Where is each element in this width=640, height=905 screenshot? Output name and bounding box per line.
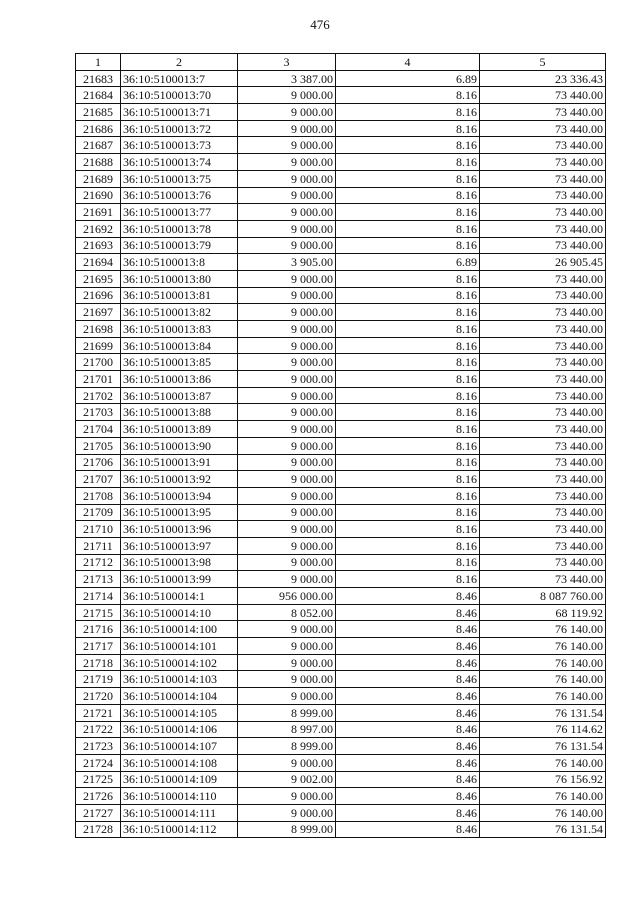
rate-cell: 8.16 [336,521,480,538]
rate-cell: 8.16 [336,571,480,588]
row-number-cell: 21722 [76,721,121,738]
table-row [76,87,606,104]
value-cell: 73 440.00 [480,204,606,221]
cadastral-number-cell: 36:10:5100013:91 [121,454,238,471]
value-cell: 68 119.92 [480,604,606,621]
row-number-cell: 21686 [76,120,121,137]
rate-cell: 8.16 [336,321,480,338]
cadastral-number-cell: 36:10:5100014:111 [121,804,238,821]
rate-cell: 8.16 [336,354,480,371]
value-cell: 76 131.54 [480,738,606,755]
row-number-cell: 21727 [76,804,121,821]
row-number-cell: 21708 [76,487,121,504]
value-cell: 23 336.43 [480,70,606,87]
area-cell: 9 000.00 [238,304,336,321]
area-cell: 9 000.00 [238,237,336,254]
value-cell: 73 440.00 [480,471,606,488]
area-cell: 8 999.00 [238,738,336,755]
column-header-3: 3 [238,54,336,71]
rate-cell: 8.16 [336,104,480,121]
area-cell: 9 000.00 [238,220,336,237]
area-cell: 9 000.00 [238,454,336,471]
row-number-cell: 21694 [76,254,121,271]
row-number-cell: 21720 [76,688,121,705]
rate-cell: 8.16 [336,187,480,204]
row-number-cell: 21693 [76,237,121,254]
column-header-2: 2 [121,54,238,71]
cadastral-number-cell: 36:10:5100013:96 [121,521,238,538]
cadastral-number-cell: 36:10:5100014:1 [121,588,238,605]
cadastral-number-cell: 36:10:5100013:95 [121,504,238,521]
value-cell: 73 440.00 [480,371,606,388]
value-cell: 73 440.00 [480,237,606,254]
cadastral-number-cell: 36:10:5100014:10 [121,604,238,621]
table-row [76,187,606,204]
area-cell: 9 000.00 [238,754,336,771]
value-cell: 73 440.00 [480,270,606,287]
cadastral-number-cell: 36:10:5100014:109 [121,771,238,788]
table-row [76,688,606,705]
rate-cell: 8.46 [336,771,480,788]
table-row [76,387,606,404]
table-row [76,537,606,554]
row-number-cell: 21707 [76,471,121,488]
rate-cell: 8.16 [336,87,480,104]
rate-cell: 6.89 [336,70,480,87]
area-cell: 8 052.00 [238,604,336,621]
row-number-cell: 21719 [76,671,121,688]
table-row [76,371,606,388]
value-cell: 76 114.62 [480,721,606,738]
rate-cell: 8.16 [336,371,480,388]
column-header-4: 4 [336,54,480,71]
row-number-cell: 21717 [76,638,121,655]
area-cell: 9 000.00 [238,638,336,655]
rate-cell: 8.46 [336,638,480,655]
value-cell: 73 440.00 [480,137,606,154]
value-cell: 73 440.00 [480,421,606,438]
value-cell: 76 131.54 [480,704,606,721]
cadastral-number-cell: 36:10:5100013:87 [121,387,238,404]
area-cell: 9 000.00 [238,571,336,588]
cadastral-number-cell: 36:10:5100013:70 [121,87,238,104]
table-row [76,237,606,254]
area-cell: 9 000.00 [238,788,336,805]
value-cell: 76 140.00 [480,638,606,655]
value-cell: 73 440.00 [480,120,606,137]
value-cell: 73 440.00 [480,170,606,187]
rate-cell: 8.46 [336,604,480,621]
area-cell: 3 905.00 [238,254,336,271]
table-row [76,754,606,771]
table-row [76,304,606,321]
table-row [76,437,606,454]
row-number-cell: 21696 [76,287,121,304]
value-cell: 73 440.00 [480,387,606,404]
row-number-cell: 21709 [76,504,121,521]
cadastral-number-cell: 36:10:5100013:78 [121,220,238,237]
value-cell: 76 140.00 [480,804,606,821]
column-header-5: 5 [480,54,606,71]
table-row [76,671,606,688]
cadastral-number-cell: 36:10:5100013:90 [121,437,238,454]
rate-cell: 6.89 [336,254,480,271]
table-row [76,204,606,221]
table-row [76,621,606,638]
value-cell: 73 440.00 [480,571,606,588]
row-number-cell: 21711 [76,537,121,554]
rate-cell: 8.46 [336,788,480,805]
table-row [76,421,606,438]
rate-cell: 8.46 [336,738,480,755]
row-number-cell: 21690 [76,187,121,204]
value-cell: 76 131.54 [480,821,606,838]
area-cell: 9 002.00 [238,771,336,788]
value-cell: 73 440.00 [480,404,606,421]
rate-cell: 8.16 [336,537,480,554]
area-cell: 9 000.00 [238,204,336,221]
value-cell: 73 440.00 [480,154,606,171]
table-row [76,704,606,721]
cadastral-number-cell: 36:10:5100013:86 [121,371,238,388]
rate-cell: 8.46 [336,704,480,721]
table-row [76,270,606,287]
table-row [76,471,606,488]
cadastral-number-cell: 36:10:5100014:112 [121,821,238,838]
area-cell: 9 000.00 [238,154,336,171]
cadastral-number-cell: 36:10:5100013:72 [121,120,238,137]
row-number-cell: 21699 [76,337,121,354]
area-cell: 9 000.00 [238,654,336,671]
area-cell: 9 000.00 [238,437,336,454]
table-row [76,337,606,354]
row-number-cell: 21704 [76,421,121,438]
row-number-cell: 21697 [76,304,121,321]
value-cell: 76 140.00 [480,788,606,805]
area-cell: 9 000.00 [238,621,336,638]
cadastral-number-cell: 36:10:5100013:88 [121,404,238,421]
row-number-cell: 21706 [76,454,121,471]
value-cell: 73 440.00 [480,454,606,471]
row-number-cell: 21728 [76,821,121,838]
value-cell: 73 440.00 [480,487,606,504]
row-number-cell: 21718 [76,654,121,671]
rate-cell: 8.46 [336,821,480,838]
cadastral-number-cell: 36:10:5100013:85 [121,354,238,371]
table-row [76,804,606,821]
rate-cell: 8.16 [336,454,480,471]
row-number-cell: 21714 [76,588,121,605]
value-cell: 26 905.45 [480,254,606,271]
area-cell: 956 000.00 [238,588,336,605]
table-row [76,287,606,304]
table-row [76,220,606,237]
value-cell: 73 440.00 [480,87,606,104]
table-row [76,170,606,187]
value-cell: 76 140.00 [480,688,606,705]
cadastral-number-cell: 36:10:5100013:82 [121,304,238,321]
area-cell: 3 387.00 [238,70,336,87]
value-cell: 73 440.00 [480,187,606,204]
cadastral-number-cell: 36:10:5100013:73 [121,137,238,154]
table-row [76,254,606,271]
value-cell: 73 440.00 [480,504,606,521]
rate-cell: 8.16 [336,220,480,237]
row-number-cell: 21687 [76,137,121,154]
area-cell: 9 000.00 [238,337,336,354]
area-cell: 9 000.00 [238,421,336,438]
rate-cell: 8.46 [336,804,480,821]
row-number-cell: 21698 [76,321,121,338]
area-cell: 9 000.00 [238,387,336,404]
row-number-cell: 21692 [76,220,121,237]
row-number-cell: 21700 [76,354,121,371]
value-cell: 76 140.00 [480,671,606,688]
row-number-cell: 21715 [76,604,121,621]
row-number-cell: 21713 [76,571,121,588]
cadastral-number-cell: 36:10:5100013:74 [121,154,238,171]
cadastral-number-cell: 36:10:5100014:104 [121,688,238,705]
cadastral-number-cell: 36:10:5100013:71 [121,104,238,121]
rate-cell: 8.16 [336,120,480,137]
rate-cell: 8.46 [336,754,480,771]
rate-cell: 8.16 [336,287,480,304]
area-cell: 9 000.00 [238,371,336,388]
cadastral-number-cell: 36:10:5100014:108 [121,754,238,771]
row-number-cell: 21723 [76,738,121,755]
row-number-cell: 21716 [76,621,121,638]
cadastral-number-cell: 36:10:5100013:94 [121,487,238,504]
cadastral-number-cell: 36:10:5100013:89 [121,421,238,438]
row-number-cell: 21724 [76,754,121,771]
rate-cell: 8.16 [336,137,480,154]
area-cell: 9 000.00 [238,354,336,371]
row-number-cell: 21695 [76,270,121,287]
value-cell: 76 156.92 [480,771,606,788]
table-row [76,638,606,655]
rate-cell: 8.46 [336,654,480,671]
area-cell: 9 000.00 [238,471,336,488]
table-row [76,588,606,605]
rate-cell: 8.46 [336,621,480,638]
table-row [76,721,606,738]
cadastral-number-cell: 36:10:5100013:7 [121,70,238,87]
cadastral-number-cell: 36:10:5100014:103 [121,671,238,688]
table-row [76,354,606,371]
table-row [76,154,606,171]
cadastral-number-cell: 36:10:5100013:84 [121,337,238,354]
rate-cell: 8.16 [336,471,480,488]
value-cell: 73 440.00 [480,337,606,354]
value-cell: 73 440.00 [480,220,606,237]
row-number-cell: 21691 [76,204,121,221]
cadastral-number-cell: 36:10:5100013:80 [121,270,238,287]
data-table [75,53,606,838]
rate-cell: 8.16 [336,504,480,521]
rate-cell: 8.16 [336,554,480,571]
rate-cell: 8.16 [336,270,480,287]
area-cell: 9 000.00 [238,120,336,137]
row-number-cell: 21688 [76,154,121,171]
value-cell: 8 087 760.00 [480,588,606,605]
area-cell: 8 999.00 [238,821,336,838]
rate-cell: 8.16 [336,304,480,321]
cadastral-number-cell: 36:10:5100014:110 [121,788,238,805]
table-row [76,120,606,137]
rate-cell: 8.46 [336,721,480,738]
table-row [76,504,606,521]
cadastral-number-cell: 36:10:5100013:76 [121,187,238,204]
row-number-cell: 21684 [76,87,121,104]
cadastral-number-cell: 36:10:5100014:101 [121,638,238,655]
row-number-cell: 21705 [76,437,121,454]
cadastral-number-cell: 36:10:5100013:75 [121,170,238,187]
table-body [76,70,606,838]
rate-cell: 8.16 [336,154,480,171]
table-row [76,821,606,838]
table-row [76,70,606,87]
cadastral-number-cell: 36:10:5100013:77 [121,204,238,221]
table-row [76,487,606,504]
rate-cell: 8.46 [336,688,480,705]
table-row [76,654,606,671]
area-cell: 9 000.00 [238,137,336,154]
row-number-cell: 21703 [76,404,121,421]
row-number-cell: 21683 [76,70,121,87]
rate-cell: 8.16 [336,387,480,404]
column-header-1: 1 [76,54,121,71]
row-number-cell: 21726 [76,788,121,805]
cadastral-number-cell: 36:10:5100013:99 [121,571,238,588]
row-number-cell: 21712 [76,554,121,571]
rate-cell: 8.16 [336,437,480,454]
area-cell: 9 000.00 [238,404,336,421]
table-row [76,788,606,805]
table-row [76,321,606,338]
table-row [76,454,606,471]
header-row [76,54,606,71]
area-cell: 9 000.00 [238,104,336,121]
table-row [76,137,606,154]
area-cell: 9 000.00 [238,521,336,538]
area-cell: 8 999.00 [238,704,336,721]
table-row [76,104,606,121]
cadastral-number-cell: 36:10:5100014:105 [121,704,238,721]
table-row [76,571,606,588]
rate-cell: 8.46 [336,671,480,688]
cadastral-number-cell: 36:10:5100013:8 [121,254,238,271]
cadastral-number-cell: 36:10:5100014:106 [121,721,238,738]
cadastral-number-cell: 36:10:5100013:92 [121,471,238,488]
value-cell: 73 440.00 [480,104,606,121]
table-row [76,738,606,755]
area-cell: 9 000.00 [238,187,336,204]
value-cell: 73 440.00 [480,537,606,554]
area-cell: 9 000.00 [238,671,336,688]
row-number-cell: 21710 [76,521,121,538]
area-cell: 9 000.00 [238,87,336,104]
row-number-cell: 21701 [76,371,121,388]
rate-cell: 8.16 [336,421,480,438]
area-cell: 9 000.00 [238,321,336,338]
cadastral-number-cell: 36:10:5100014:100 [121,621,238,638]
area-cell: 9 000.00 [238,487,336,504]
rate-cell: 8.46 [336,588,480,605]
value-cell: 76 140.00 [480,621,606,638]
area-cell: 9 000.00 [238,537,336,554]
rate-cell: 8.16 [336,337,480,354]
value-cell: 73 440.00 [480,304,606,321]
value-cell: 73 440.00 [480,521,606,538]
value-cell: 76 140.00 [480,754,606,771]
row-number-cell: 21721 [76,704,121,721]
area-cell: 9 000.00 [238,287,336,304]
cadastral-number-cell: 36:10:5100013:97 [121,537,238,554]
table-row [76,404,606,421]
rate-cell: 8.16 [336,404,480,421]
value-cell: 73 440.00 [480,321,606,338]
row-number-cell: 21702 [76,387,121,404]
row-number-cell: 21725 [76,771,121,788]
rate-cell: 8.16 [336,170,480,187]
value-cell: 73 440.00 [480,554,606,571]
cadastral-number-cell: 36:10:5100014:102 [121,654,238,671]
rate-cell: 8.16 [336,204,480,221]
area-cell: 9 000.00 [238,688,336,705]
rate-cell: 8.16 [336,237,480,254]
value-cell: 73 440.00 [480,287,606,304]
area-cell: 9 000.00 [238,504,336,521]
cadastral-number-cell: 36:10:5100014:107 [121,738,238,755]
row-number-cell: 21685 [76,104,121,121]
table-row [76,604,606,621]
table-row [76,521,606,538]
table-row [76,771,606,788]
cadastral-number-cell: 36:10:5100013:81 [121,287,238,304]
area-cell: 8 997.00 [238,721,336,738]
table-row [76,554,606,571]
area-cell: 9 000.00 [238,554,336,571]
row-number-cell: 21689 [76,170,121,187]
cadastral-number-cell: 36:10:5100013:83 [121,321,238,338]
cadastral-number-cell: 36:10:5100013:98 [121,554,238,571]
page-number: 476 [310,17,330,32]
rate-cell: 8.16 [336,487,480,504]
value-cell: 76 140.00 [480,654,606,671]
value-cell: 73 440.00 [480,437,606,454]
area-cell: 9 000.00 [238,170,336,187]
area-cell: 9 000.00 [238,804,336,821]
value-cell: 73 440.00 [480,354,606,371]
cadastral-number-cell: 36:10:5100013:79 [121,237,238,254]
area-cell: 9 000.00 [238,270,336,287]
